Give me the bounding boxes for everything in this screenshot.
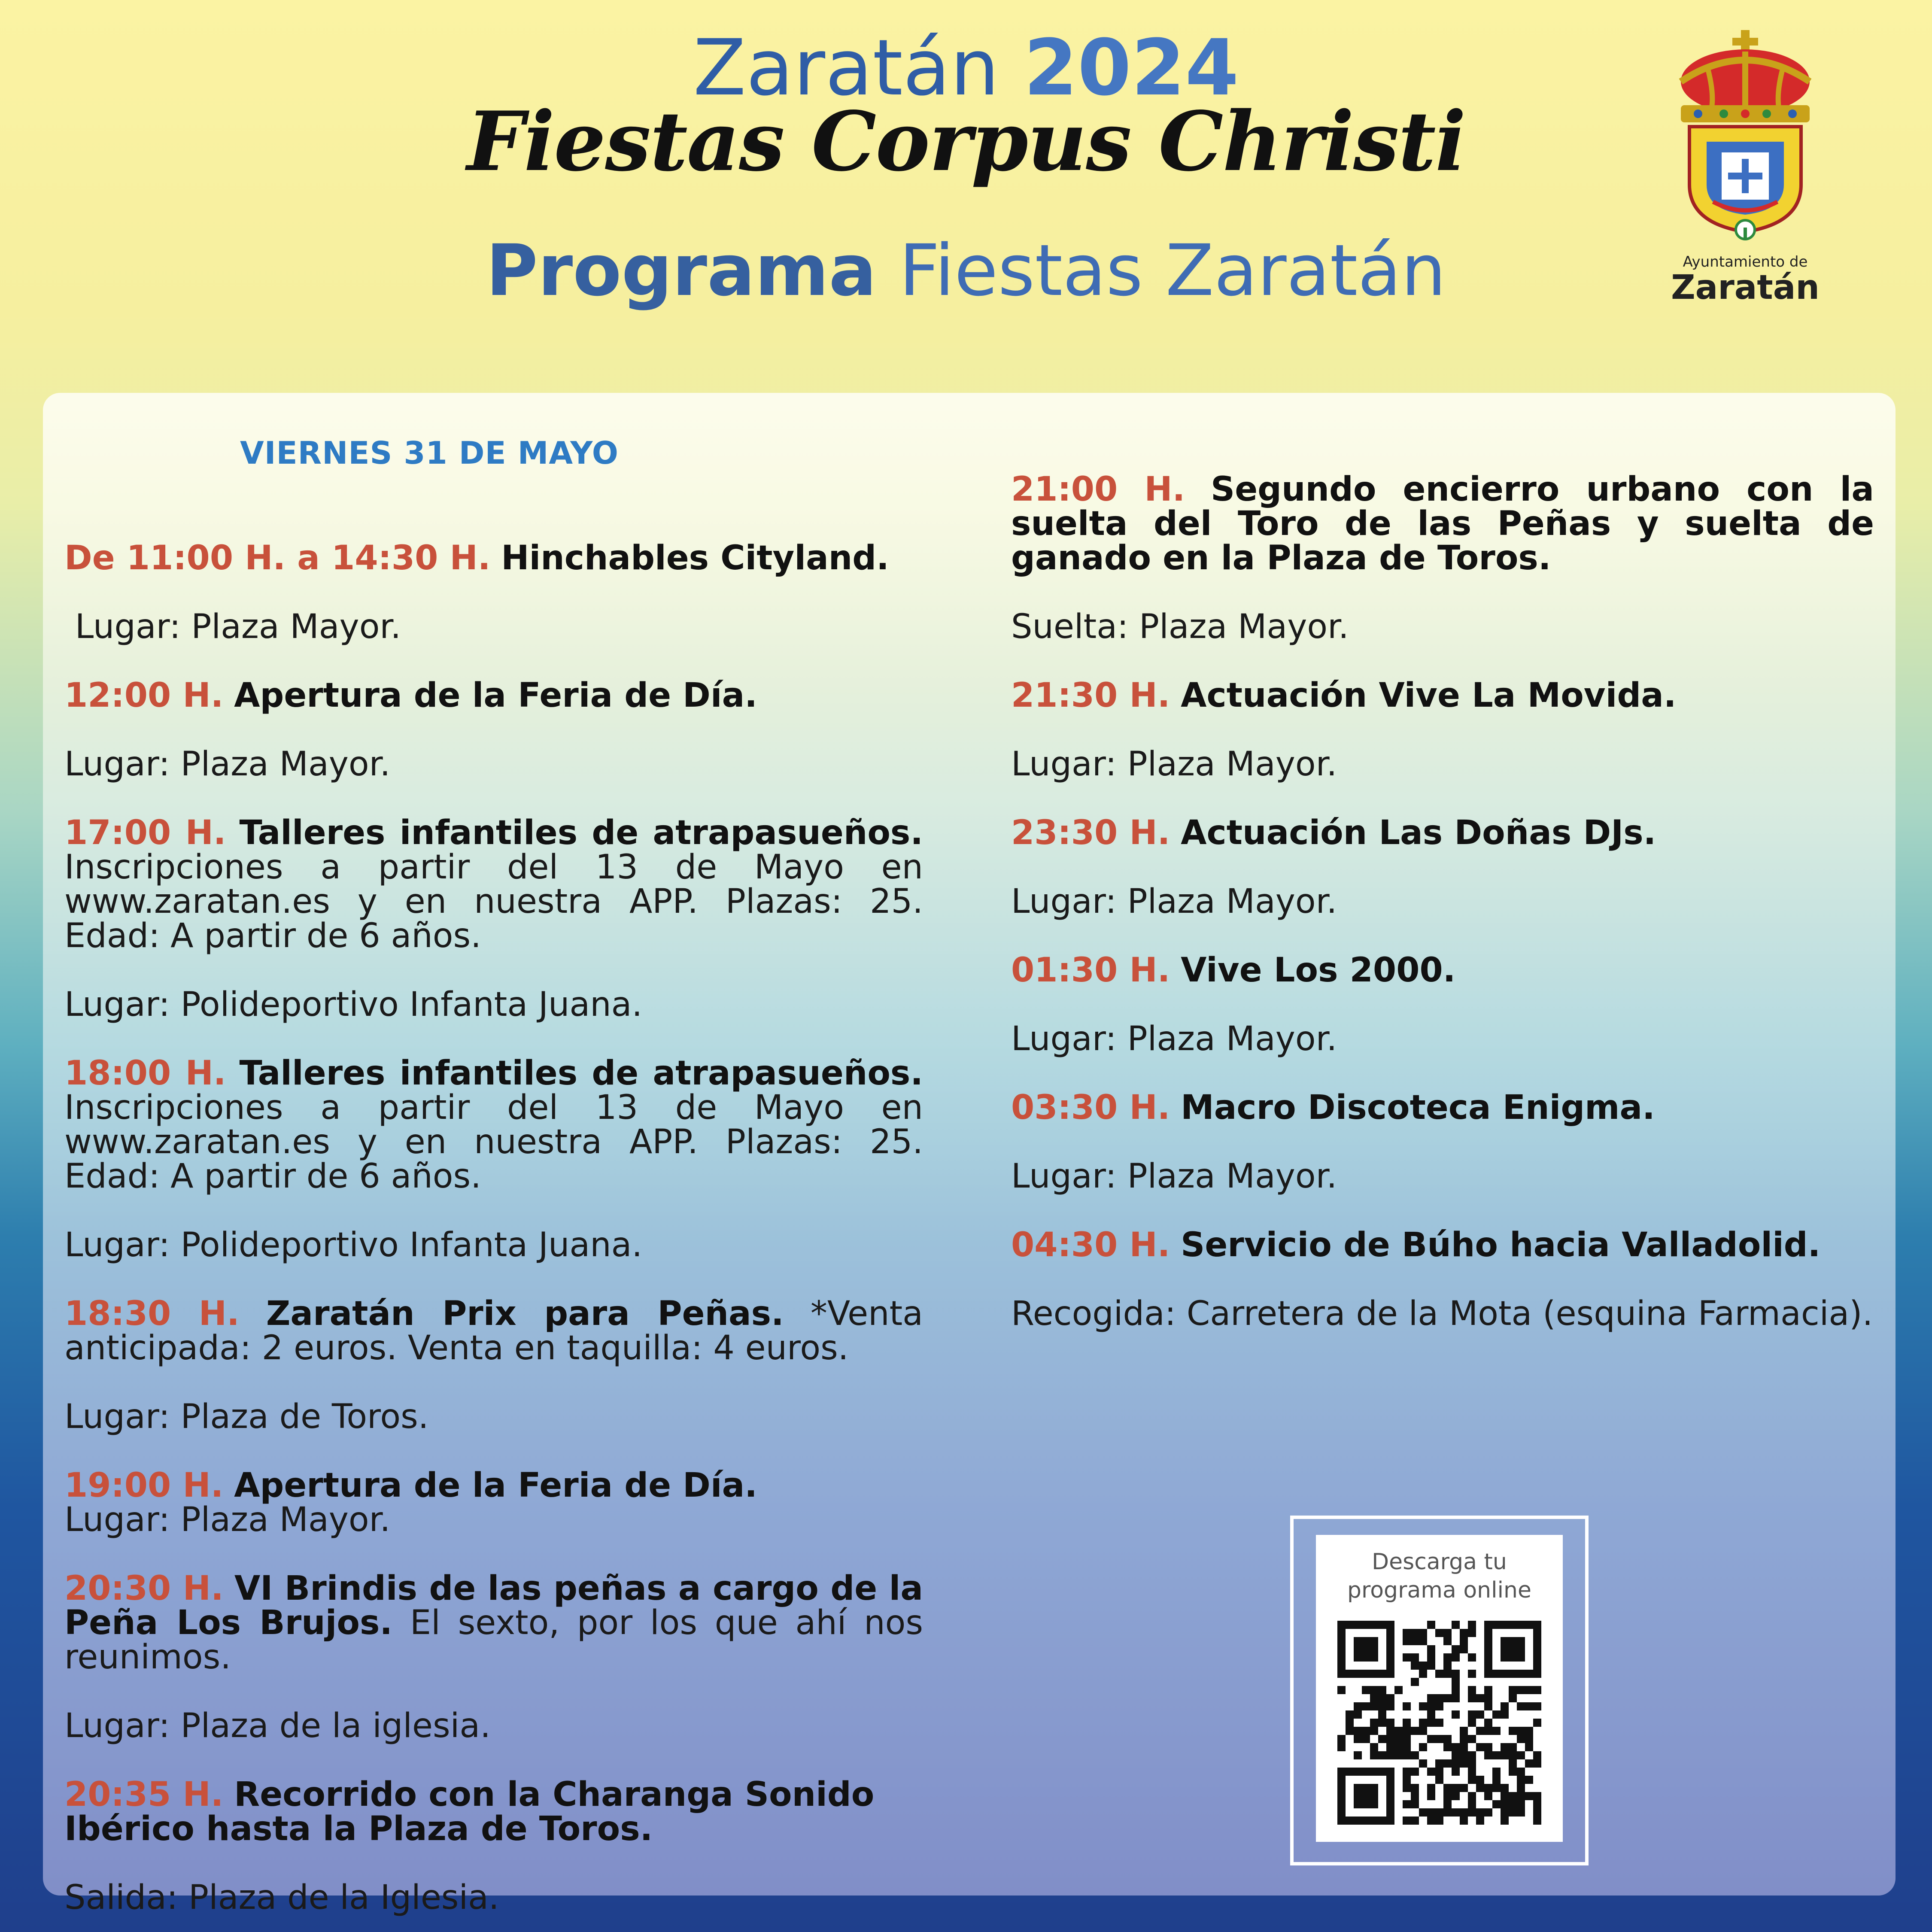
title-year: 2024 [1024, 23, 1239, 113]
event-time: 03:30 H. [1011, 1088, 1170, 1127]
event-title: Macro Discoteca Enigma. [1181, 1088, 1655, 1127]
event-place: Lugar: Plaza Mayor. [1011, 882, 1337, 921]
event-time: 04:30 H. [1011, 1226, 1170, 1264]
schedule-item [64, 1777, 923, 1915]
event-place: Lugar: Plaza Mayor. [64, 1501, 391, 1539]
event-time: 23:30 H. [1011, 814, 1170, 852]
event-title: VI Brindis de las peñas a cargo de la Peña Los Brujos. [64, 1569, 923, 1642]
event-title: Apertura de la Feria de Día. [234, 676, 757, 715]
event-place: Lugar: Polideportivo Infanta Juana. [64, 1226, 643, 1264]
title-town: Zaratán [693, 23, 999, 113]
event-place: Lugar: Plaza de la iglesia. [64, 1707, 491, 1745]
qr-caption-line2: programa online [1347, 1577, 1531, 1603]
schedule-item [64, 1294, 923, 1436]
event-time: 18:30 H. [64, 1294, 240, 1333]
event-time: De 11:00 H. a 14:30 H. [64, 539, 491, 577]
event-time: 01:30 H. [1011, 951, 1170, 990]
event-title: Recorrido con la Charanga Sonido Ibérico hasta la Plaza de Toros. [64, 1775, 875, 1848]
program-heading-rest: Fiestas Zaratán [899, 229, 1446, 312]
schedule-item [1011, 953, 1874, 1056]
event-details: *Venta anticipada: 2 euros. Venta en taquilla: 4 euros. [64, 1294, 923, 1367]
schedule-item [64, 541, 923, 644]
qr-caption [1316, 1548, 1563, 1604]
qr-caption-line1: Descarga tu [1372, 1549, 1507, 1575]
event-time: 12:00 H. [64, 676, 224, 715]
event-title: Vive Los 2000. [1181, 951, 1456, 990]
day-heading: VIERNES 31 DE MAYO [240, 435, 619, 471]
schedule-item [1011, 1228, 1874, 1331]
event-place: Lugar: Polideportivo Infanta Juana. [64, 985, 643, 1024]
event-details: Inscripciones a partir del 13 de Mayo en www.zaratan.es y en nuestra APP. Plazas: 25. Edad: A partir de 6 años. [64, 848, 923, 955]
event-time: 20:30 H. [64, 1569, 224, 1608]
event-title: Zaratán Prix para Peñas. [266, 1294, 784, 1333]
schedule-item [64, 1056, 923, 1262]
event-time: 20:35 H. [64, 1775, 224, 1814]
event-title: Servicio de Búho hacia Valladolid. [1181, 1226, 1821, 1264]
schedule-item [64, 1571, 923, 1743]
crest-caption-small: Ayuntamiento de [1683, 253, 1808, 270]
event-place: Lugar: Plaza Mayor. [64, 745, 391, 784]
event-place: Lugar: Plaza Mayor. [1011, 1020, 1337, 1058]
schedule-item [64, 1468, 923, 1537]
event-place: Lugar: Plaza Mayor. [1011, 1157, 1337, 1196]
program-heading [0, 229, 1932, 312]
schedule-item [1011, 1088, 1874, 1196]
schedule-item [64, 676, 923, 784]
event-place: Suelta: Plaza Mayor. [1011, 608, 1349, 646]
event-title: Talleres infantiles de atrapasueños. [239, 814, 923, 852]
event-details: El sexto, por los que ahí nos reunimos. [64, 1604, 923, 1677]
event-title: Actuación Las Doñas DJs. [1181, 814, 1656, 852]
event-time: 17:00 H. [64, 814, 226, 852]
schedule-column-left [64, 434, 923, 1915]
event-place: Lugar: Plaza de Toros. [64, 1397, 429, 1436]
poster-subtitle: Fiestas Corpus Christi [467, 94, 1465, 189]
event-title: Segundo encierro urbano con la suelta del Toro de las Peñas y suelta de ganado en la Plaza de Toros. [1011, 470, 1874, 577]
event-time: 18:00 H. [64, 1054, 226, 1093]
crest-caption-town: Zaratán [1671, 268, 1820, 307]
event-title: Hinchables Cityland. [501, 539, 889, 577]
event-place: Salida: Plaza de la Iglesia. [64, 1878, 499, 1917]
event-time: 21:00 H. [1011, 470, 1185, 509]
event-place: Lugar: Plaza Mayor. [64, 608, 401, 646]
schedule-column-right [1011, 472, 1874, 1331]
program-heading-bold: Programa [486, 229, 877, 312]
event-title: Apertura de la Feria de Día. [234, 1466, 757, 1505]
schedule-item [1011, 472, 1874, 644]
schedule-item [1011, 816, 1874, 919]
event-place: Lugar: Plaza Mayor. [1011, 745, 1337, 784]
qr-code-icon[interactable] [1337, 1621, 1541, 1825]
event-title: Actuación Vive La Movida. [1181, 676, 1677, 715]
schedule-item [64, 816, 923, 1022]
town-crest-icon [1672, 30, 1818, 245]
event-place: Recogida: Carretera de la Mota (esquina Farmacia). [1011, 1294, 1873, 1333]
event-time: 19:00 H. [64, 1466, 224, 1505]
event-time: 21:30 H. [1011, 676, 1170, 715]
event-details: Inscripciones a partir del 13 de Mayo en www.zaratan.es y en nuestra APP. Plazas: 25. Edad: A partir de 6 años. [64, 1088, 923, 1196]
schedule-item [1011, 676, 1874, 784]
event-title: Talleres infantiles de atrapasueños. [239, 1054, 923, 1093]
